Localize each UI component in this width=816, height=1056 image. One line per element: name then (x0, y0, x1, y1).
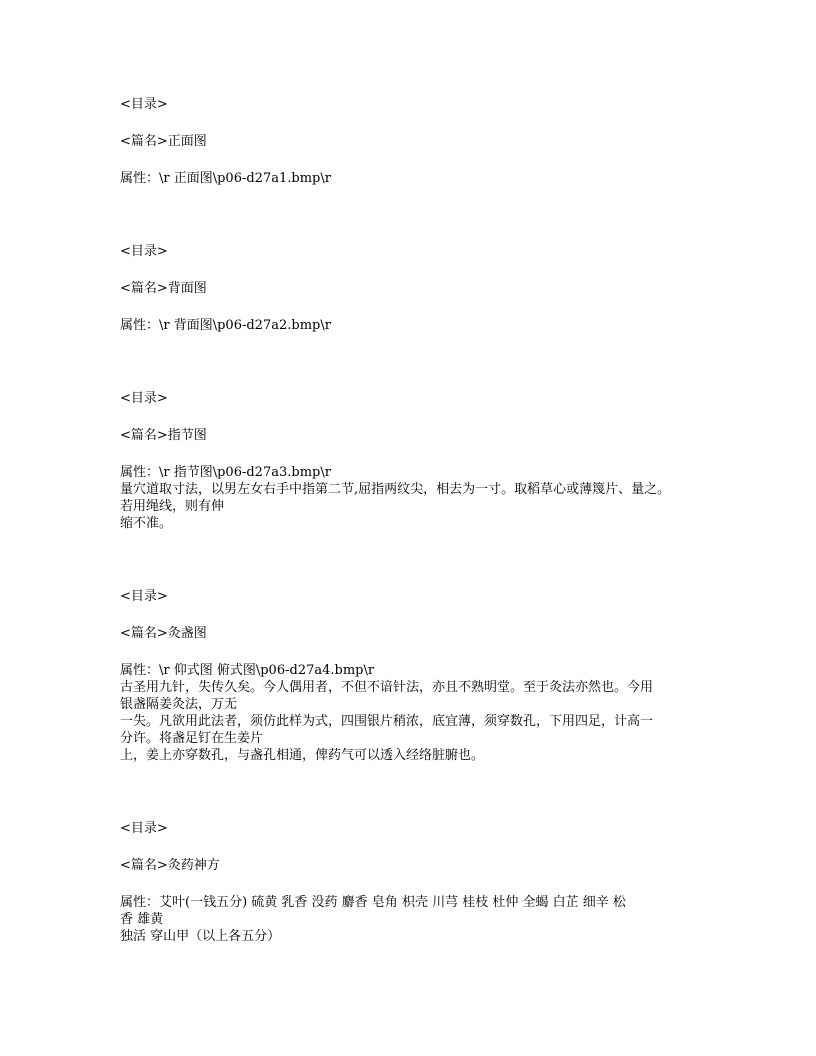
body-line: 量穴道取寸法，以男左女右手中指第二节,屈指两纹尖，相去为一寸。取稻草心或薄篾片、量之。 (120, 482, 671, 497)
document-page (120, 96, 710, 945)
directory-tag: <目录> (120, 391, 168, 406)
entry-moxa-formula (120, 820, 710, 945)
attribute-line: 属性：\r 指节图\p06-d27a3.bmp\r (120, 465, 331, 480)
entry-finger-joint (120, 390, 710, 532)
title-line: <篇名>灸盏图 (120, 626, 207, 641)
title-line: <篇名>正面图 (120, 134, 207, 149)
body-line: 一失。凡欲用此法者，须仿此样为式，四围银片稍浓，底宜薄，须穿数孔，下用四足，计高一 (120, 714, 654, 729)
title-line: <篇名>指节图 (120, 428, 207, 443)
body-text (120, 481, 710, 532)
entry-back-view (120, 243, 710, 334)
attribute-line: 属性：\r 背面图\p06-d27a2.bmp\r (120, 318, 331, 333)
title-line: <篇名>背面图 (120, 281, 207, 296)
attribute-line: 属性：\r 仰式图 俯式图\p06-d27a4.bmp\r (120, 663, 375, 678)
body-line: 独活 穿山甲（以上各五分） (120, 929, 281, 944)
body-line: 香 雄黄 (120, 912, 164, 927)
body-text (120, 911, 710, 945)
entry-front-view (120, 96, 710, 187)
body-line: 缩不准。 (120, 516, 173, 531)
body-line: 上，姜上亦穿数孔，与盏孔相通，俾药气可以透入经络脏腑也。 (120, 748, 485, 763)
body-line: 古圣用九针，失传久矣。今人偶用者，不但不谙针法，亦且不熟明堂。至于灸法亦然也。今用 (120, 680, 654, 695)
attribute-line: 属性：\r 正面图\p06-d27a1.bmp\r (120, 171, 331, 186)
body-line: 分许。将盏足钉在生姜片 (120, 731, 264, 746)
directory-tag: <目录> (120, 589, 168, 604)
directory-tag: <目录> (120, 244, 168, 259)
body-line: 若用绳线，则有伸 (120, 499, 225, 514)
body-text (120, 679, 710, 764)
attribute-line: 属性：艾叶(一钱五分) 硫黄 乳香 没药 麝香 皂角 枳壳 川芎 桂枝 杜仲 全蝎 白芷 细辛 松 (120, 895, 626, 910)
title-line: <篇名>灸药神方 (120, 858, 220, 873)
directory-tag: <目录> (120, 97, 168, 112)
directory-tag: <目录> (120, 821, 168, 836)
body-line: 银盏隔姜灸法，万无 (120, 697, 238, 712)
entry-moxa-cup (120, 588, 710, 764)
